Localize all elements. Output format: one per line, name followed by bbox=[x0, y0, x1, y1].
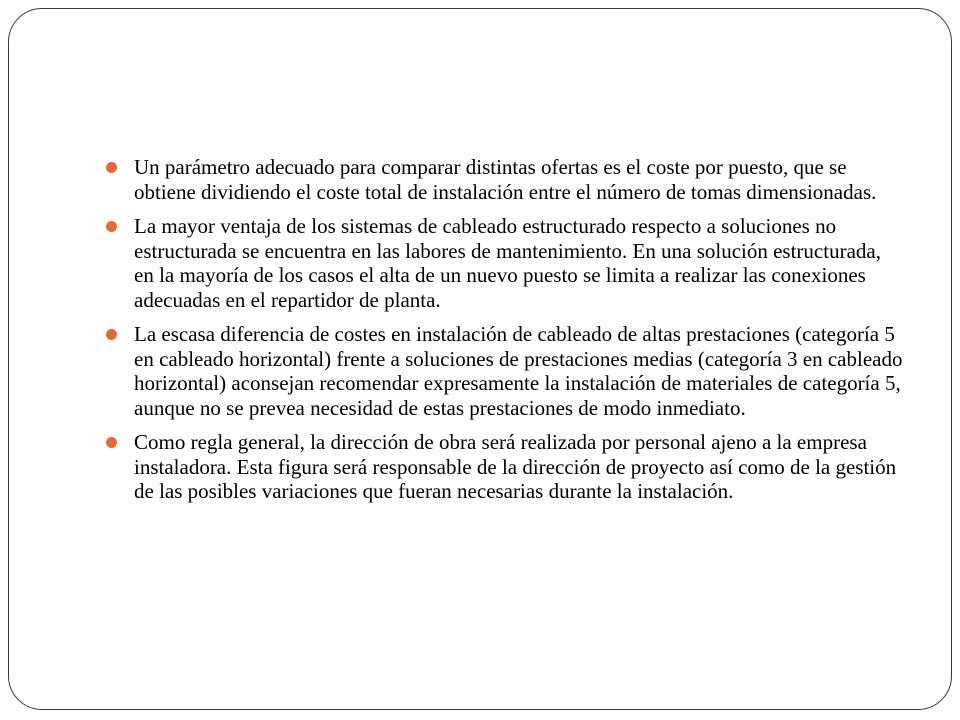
bullet-text: Como regla general, la dirección de obra será realizada por personal ajeno a la empresa instaladora. Esta figura será responsable de la dirección de proyecto así como de la gestión de las posibles variaciones que fueran necesarias durante la instalación. bbox=[134, 430, 897, 503]
bullet-dot-icon bbox=[106, 329, 117, 340]
bullet-text: Un parámetro adecuado para comparar distintas ofertas es el coste por puesto, que se obtiene dividiendo el coste total de instalación entre el número de tomas dimensionadas. bbox=[134, 155, 877, 204]
bullet-item bbox=[106, 155, 906, 204]
bullet-item bbox=[106, 322, 906, 420]
bullet-dot-icon bbox=[106, 437, 117, 448]
bullet-dot-icon bbox=[106, 162, 117, 173]
bullet-list bbox=[106, 155, 906, 514]
bullet-text: La mayor ventaja de los sistemas de cableado estructurado respecto a soluciones no estructurada se encuentra en las labores de mantenimiento. En una solución estructurada, en la mayoría de los casos el alta de un nuevo puesto se limita a realizar las conexiones adecuadas en el repartidor de planta. bbox=[134, 214, 881, 312]
bullet-text: La escasa diferencia de costes en instalación de cableado de altas prestaciones (categoría 5 en cableado horizontal) frente a soluciones de prestaciones medias (categoría 3 en cableado horizontal) aconsejan recomendar expresamente la instalación de materiales de categoría 5, aunque no se prevea necesidad de estas prestaciones de modo inmediato. bbox=[134, 322, 903, 420]
bullet-item bbox=[106, 214, 906, 312]
bullet-item bbox=[106, 430, 906, 504]
bullet-dot-icon bbox=[106, 221, 117, 232]
